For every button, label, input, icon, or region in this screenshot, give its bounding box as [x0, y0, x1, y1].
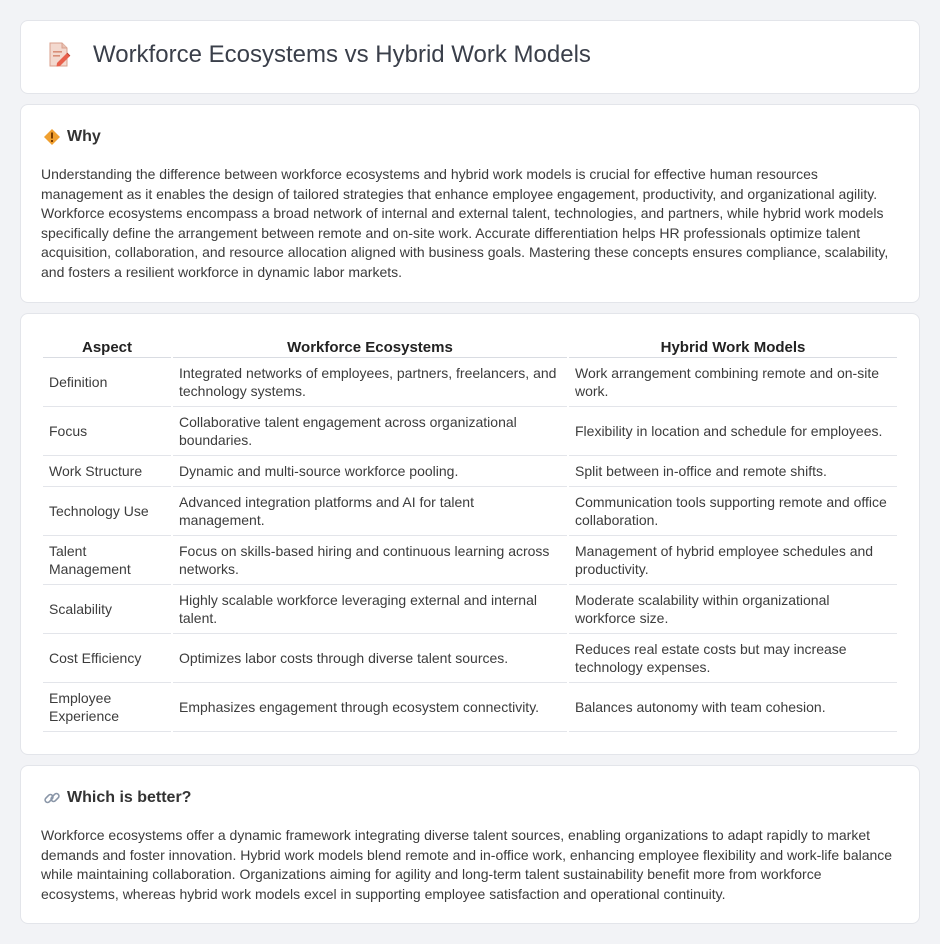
diamond-warning-icon [43, 128, 61, 146]
which-is-better-section [20, 765, 920, 924]
better-title: Which is better? [67, 789, 192, 806]
ecosystems-cell: Emphasizes engagement through ecosystem connectivity. [173, 683, 567, 732]
aspect-cell: Definition [43, 358, 171, 407]
why-heading [43, 128, 101, 146]
ecosystems-cell: Dynamic and multi-source workforce pooling. [173, 456, 567, 487]
header-hybrid-work-models: Hybrid Work Models [569, 334, 897, 358]
hybrid-cell: Management of hybrid employee schedules and productivity. [569, 536, 897, 585]
why-section [20, 104, 920, 303]
table-row [43, 456, 897, 487]
table-row [43, 407, 897, 456]
link-icon [43, 789, 61, 807]
title-row [47, 41, 591, 69]
ecosystems-cell: Optimizes labor costs through diverse talent sources. [173, 634, 567, 683]
aspect-cell: Work Structure [43, 456, 171, 487]
table-row [43, 536, 897, 585]
aspect-cell: Talent Management [43, 536, 171, 585]
why-paragraph: Understanding the difference between workforce ecosystems and hybrid work models is crucial for effective human resources management as it enables the design of tailored strategies that enhance employee engagement, productivity, and organizational agility. Workforce ecosystems encompass a broad network of internal and external talent, technologies, and partners, while hybrid work models specifically define the arrangement between remote and on-site work. Accurate differentiation helps HR professionals optimize talent acquisition, collaboration, and resource allocation aligned with business goals. Mastering these concepts ensures compliance, scalability, and fosters a resilient workforce in dynamic labor markets. [41, 166, 889, 280]
ecosystems-cell: Advanced integration platforms and AI for talent management. [173, 487, 567, 536]
comparison-table [41, 334, 899, 732]
hybrid-cell: Moderate scalability within organizational workforce size. [569, 585, 897, 634]
table-row [43, 683, 897, 732]
aspect-cell: Scalability [43, 585, 171, 634]
table-row [43, 634, 897, 683]
document-edit-icon [47, 42, 71, 68]
header-workforce-ecosystems: Workforce Ecosystems [173, 334, 567, 358]
header-card [20, 20, 920, 94]
aspect-cell: Focus [43, 407, 171, 456]
table-row [43, 358, 897, 407]
header-aspect: Aspect [43, 334, 171, 358]
ecosystems-cell: Highly scalable workforce leveraging external and internal talent. [173, 585, 567, 634]
table-row [43, 585, 897, 634]
hybrid-cell: Communication tools supporting remote and office collaboration. [569, 487, 897, 536]
aspect-cell: Cost Efficiency [43, 634, 171, 683]
why-title: Why [67, 128, 101, 145]
ecosystems-cell: Collaborative talent engagement across organizational boundaries. [173, 407, 567, 456]
better-heading [43, 789, 191, 807]
page-title: Workforce Ecosystems vs Hybrid Work Models [93, 41, 591, 68]
hybrid-cell: Split between in-office and remote shifts. [569, 456, 897, 487]
ecosystems-cell: Focus on skills-based hiring and continuous learning across networks. [173, 536, 567, 585]
aspect-cell: Technology Use [43, 487, 171, 536]
table-header-row [43, 334, 897, 358]
comparison-table-card [20, 313, 920, 755]
table-row [43, 487, 897, 536]
hybrid-cell: Work arrangement combining remote and on-site work. [569, 358, 897, 407]
aspect-cell: Employee Experience [43, 683, 171, 732]
hybrid-cell: Reduces real estate costs but may increase technology expenses. [569, 634, 897, 683]
ecosystems-cell: Integrated networks of employees, partners, freelancers, and technology systems. [173, 358, 567, 407]
better-paragraph: Workforce ecosystems offer a dynamic framework integrating diverse talent sources, enabling organizations to adapt rapidly to market demands and foster innovation. Hybrid work models blend remote and in-office work, enhancing employee flexibility and work-life balance while maintaining collaboration. Organizations aiming for agility and long-term talent sustainability benefit more from workforce ecosystems, whereas hybrid work models excel in supporting employee satisfaction and operational continuity. [41, 827, 893, 902]
hybrid-cell: Balances autonomy with team cohesion. [569, 683, 897, 732]
hybrid-cell: Flexibility in location and schedule for employees. [569, 407, 897, 456]
